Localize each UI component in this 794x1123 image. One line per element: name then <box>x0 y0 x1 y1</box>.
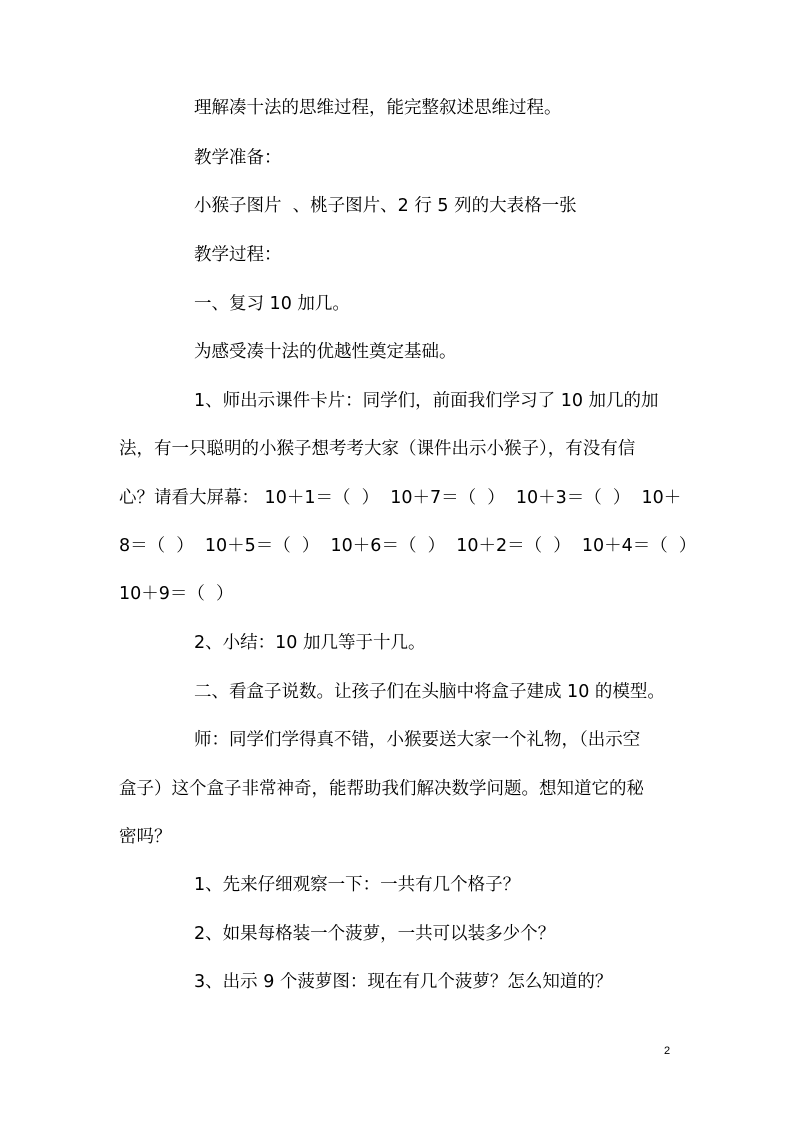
section-heading: 教学过程： <box>194 245 282 265</box>
text-line: 为感受凑十法的优越性奠定基础。 <box>194 342 457 362</box>
page-number: 2 <box>664 1045 671 1057</box>
text-line: 2、如果每格装一个菠萝，一共可以装多少个？ <box>194 924 556 944</box>
section-heading: 二、看盒子说数。让孩子们在头脑中将盒子建成 10 的模型。 <box>194 682 665 702</box>
text-line: 师：同学们学得真不错，小猴要送大家一个礼物，（出示空 <box>194 730 641 750</box>
text-line: 理解凑十法的思维过程，能完整叙述思维过程。 <box>194 98 562 118</box>
text-line: 小猴子图片 、桃子图片、2 行 5 列的大表格一张 <box>194 196 577 216</box>
text-line: 密吗？ <box>119 827 172 847</box>
text-line: 10＋9＝（ ） <box>119 584 234 604</box>
text-line: 8＝（ ） 10＋5＝（ ） 10＋6＝（ ） 10＋2＝（ ） 10＋4＝（ ） <box>119 536 697 556</box>
text-line: 2、小结：10 加几等于十几。 <box>194 633 426 653</box>
text-line: 1、先来仔细观察一下：一共有几个格子？ <box>194 875 521 895</box>
section-heading: 教学准备： <box>194 148 282 168</box>
text-line: 3、出示 9 个菠萝图：现在有几个菠萝？怎么知道的？ <box>194 972 613 992</box>
text-line: 1、师出示课件卡片：同学们，前面我们学习了 10 加几的加 <box>194 391 659 411</box>
text-line: 法，有一只聪明的小猴子想考考大家（课件出示小猴子），有没有信 <box>119 439 636 459</box>
text-line: 盒子）这个盒子非常神奇，能帮助我们解决数学问题。想知道它的秘 <box>119 779 644 799</box>
section-heading: 一、复习 10 加几。 <box>194 294 350 314</box>
text-line: 心？请看大屏幕： 10＋1＝（ ） 10＋7＝（ ） 10＋3＝（ ） 10＋ <box>119 488 682 508</box>
